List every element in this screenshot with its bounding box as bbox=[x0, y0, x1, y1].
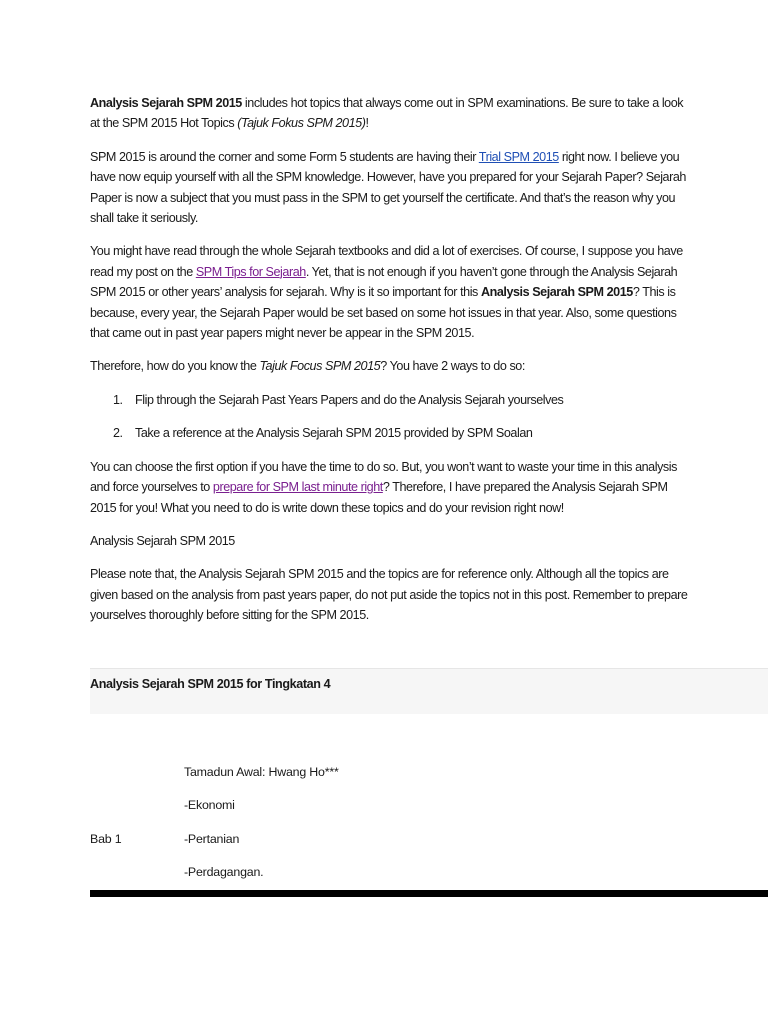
list-item bbox=[90, 423, 690, 443]
intro-lead-text: includes hot topics that always come out in SPM examinations. Be sure to take a look at the SPM 2015 Hot Topics bbox=[90, 96, 684, 131]
intro-paragraph bbox=[90, 93, 690, 134]
chapter-label: Bab 1 bbox=[90, 832, 122, 846]
list-number: 2. bbox=[113, 426, 123, 441]
paragraph-tips-middle: . Yet, that is not enough if you haven’t gone through the Analysis Sejarah SPM 2015 or other years’ analysis for sejarah. Why is it so important for this bbox=[90, 264, 678, 300]
paragraph-ways-italic: Tajuk Focus SPM 2015 bbox=[259, 359, 381, 374]
topic-item: -Perdagangan. bbox=[184, 865, 264, 879]
spm-tips-sejarah-link[interactable]: SPM Tips for Sejarah bbox=[195, 264, 306, 279]
paragraph-choose-before: You can choose the first option if you have the time to do so. But, you won’t want to waste your time in this analysis and force yourselves to bbox=[90, 459, 677, 495]
trial-spm-link[interactable]: Trial SPM 2015 bbox=[478, 149, 559, 164]
paragraph-ways-before: Therefore, how do you know the bbox=[90, 359, 260, 374]
list-number: 1. bbox=[113, 392, 123, 407]
section-heading: Analysis Sejarah SPM 2015 bbox=[90, 533, 235, 548]
prepare-last-minute-link[interactable]: prepare for SPM last minute right bbox=[212, 480, 383, 495]
intro-lead-bold: Analysis Sejarah SPM 2015 bbox=[90, 96, 242, 110]
paragraph-trial bbox=[90, 147, 690, 229]
paragraph-ways bbox=[90, 356, 690, 376]
list-item bbox=[90, 390, 690, 410]
analysis-table bbox=[90, 668, 768, 924]
list-text: Flip through the Sejarah Past Years Papers and do the Analysis Sejarah yourselves bbox=[135, 392, 564, 407]
paragraph-trial-after: right now. I believe you have now equip yourself with all the SPM knowledge. However, have you prepared for your Sejarah Paper? Sejarah Paper is now a subject that you must pass in the SPM to get yourself the certificate. And that’s the reason why you shall take it seriously. bbox=[90, 149, 686, 226]
intro-end: ! bbox=[365, 116, 369, 131]
ways-list bbox=[90, 390, 690, 444]
paragraph-choose-after: ? Therefore, I have prepared the Analysis Sejarah SPM 2015 for you! What you need to do is write down these topics and do your revision right now! bbox=[90, 480, 668, 515]
paragraph-tips-bold: Analysis Sejarah SPM 2015 bbox=[480, 285, 633, 300]
paragraph-ways-after: ? You have 2 ways to do so: bbox=[380, 359, 525, 374]
list-text: Take a reference at the Analysis Sejarah SPM 2015 provided by SPM Soalan bbox=[135, 426, 533, 441]
article-body bbox=[90, 93, 690, 639]
paragraph-tips bbox=[90, 241, 690, 343]
paragraph-trial-before: SPM 2015 is around the corner and some Form 5 students are having their bbox=[90, 149, 479, 164]
paragraph-tips-before: You might have read through the whole Sejarah textbooks and did a lot of exercises. Of course, I suppose you have read my post on the bbox=[90, 244, 683, 279]
bottom-rule bbox=[90, 890, 768, 897]
topic-item: -Ekonomi bbox=[184, 798, 235, 812]
paragraph-note: Please note that, the Analysis Sejarah SPM 2015 and the topics are for reference only. Although all the topics are given based on the analysis from past years paper, do not put aside the topics not in this post. Remember to prepare yourselves thoroughly before sitting for the SPM 2015. bbox=[90, 567, 688, 623]
paragraph-tips-after: ? This is because, every year, the Sejarah Paper would be set based on some hot issues in that year. Also, some questions that came out in past year papers might never be appear in the SPM 2015. bbox=[90, 285, 677, 341]
intro-italic: (Tajuk Fokus SPM 2015) bbox=[237, 116, 366, 131]
topic-item: -Pertanian bbox=[184, 832, 240, 846]
paragraph-choose bbox=[90, 457, 690, 518]
table-header: Analysis Sejarah SPM 2015 for Tingkatan 4 bbox=[90, 668, 768, 714]
topic-title: Tamadun Awal: Hwang Ho*** bbox=[184, 765, 339, 779]
